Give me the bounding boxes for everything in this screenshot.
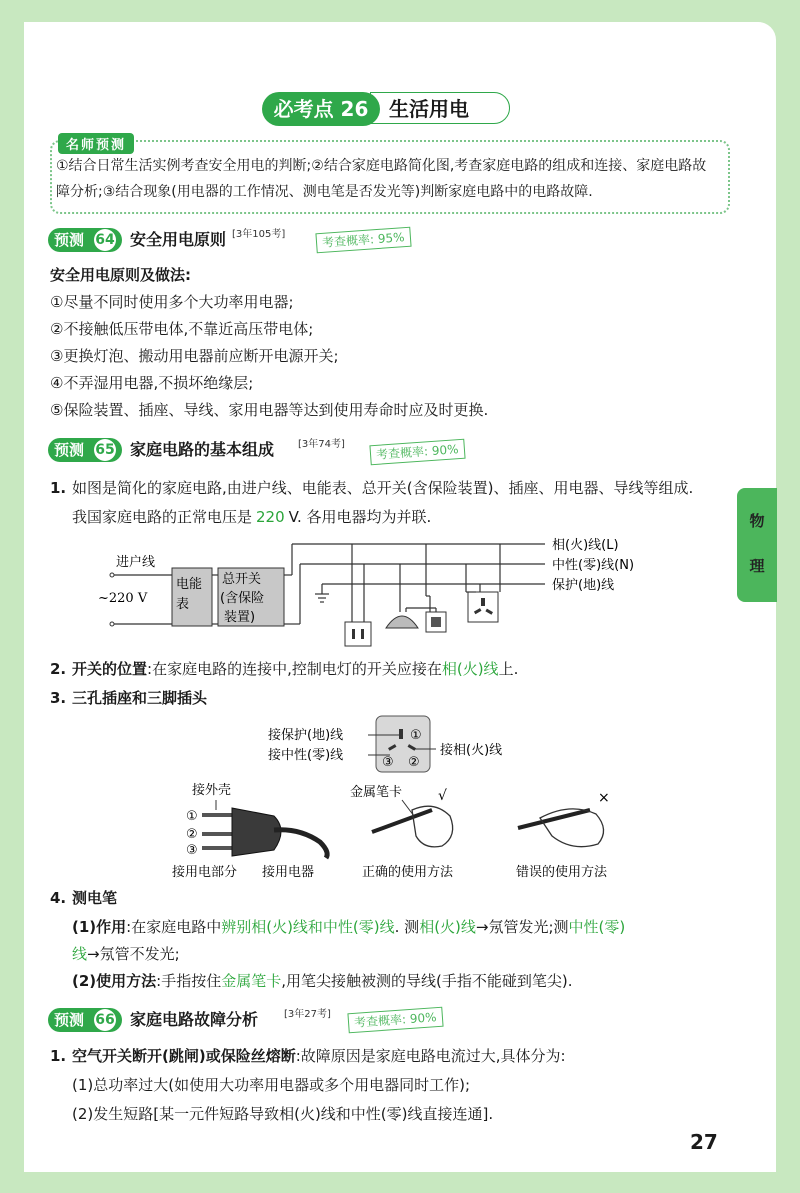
item-number: 1. [50,1047,67,1065]
wrong-caption: 错误的使用方法 [516,865,608,880]
title-badge: 必考点 26 [262,92,380,126]
test-pen-icon [372,810,432,832]
plug-pin-1 [202,813,232,817]
p64-item-3: ③更换灯泡、搬动用电器前应断开电源开关; [50,347,339,365]
p65-use-2: (2)使用方法:手指按住金属笔卡,用笔尖接触被测的导线(手指不能碰到笔尖). [72,972,573,990]
lamp-icon [386,616,418,628]
predict-64-header [48,228,428,252]
predict-65-header [48,438,478,462]
item-number: 1. [50,479,67,497]
probability-stamp: 考查概率: 90% [347,1007,443,1034]
plug-cord [274,830,327,858]
plug-body [232,808,281,856]
predict-pill: 预测 [48,438,122,462]
predict-66-header [48,1008,468,1032]
p64-heading: 安全用电原则及做法: [50,266,191,284]
predict-pill: 预测 [48,1008,122,1032]
item-number: 2. [50,660,67,678]
correct-mark: √ [438,788,447,804]
item-number: 4. [50,889,67,907]
switch-label-2: (含保险 [220,591,265,606]
meter-label-2: 表 [176,597,190,612]
predict-title: 安全用电原则 [130,230,227,249]
socket-live-label: 接相(火)线 [440,743,503,758]
p66-item1: 空气开关断开(跳闸)或保险丝熔断:故障原因是家庭电路电流过大,具体分为: [72,1047,566,1065]
predict-frequency: [3年27考] [284,1009,331,1020]
ground-wire-label: 保护(地)线 [552,578,615,593]
predict-title: 家庭电路故障分析 [130,1010,259,1029]
predict-frequency: [3年74考] [298,439,345,450]
p64-item-1: ①尽量不同时使用多个大功率用电器; [50,293,294,311]
p65-use-1-cont: 线→氖管不发光; [72,945,180,963]
subject-side-tab [737,488,777,602]
wrong-mark: × [598,790,610,806]
socket-ground-label: 接保护(地)线 [268,728,344,743]
metal-clip-label: 金属笔卡 [350,785,403,800]
p66-sub-2: (2)发生短路[某一元件短路导致相(火)线和中性(零)线直接连通]. [72,1105,494,1123]
p64-item-2: ②不接触低压带电体,不靠近高压带电体; [50,320,314,338]
plug-num-2: ② [186,827,198,842]
test-pen-correct-diagram [350,780,480,880]
predict-pill: 预测 [48,228,122,252]
switch-label-1: 总开关 [222,572,262,587]
incoming-line-label: 进户线 [116,555,156,570]
side-tab-char-1: 物 [749,512,765,530]
plug-num-1: ① [186,809,198,824]
predict-title: 家庭电路的基本组成 [130,440,275,459]
p65-use-1: (1)作用:在家庭电路中辨别相(火)线和中性(零)线. 测相(火)线→氖管发光;测中性(零) [72,918,626,936]
plug-case-label: 接外壳 [192,783,232,798]
switch-label-3: 装置) [224,610,256,625]
p65-item2: 开关的位置:在家庭电路的连接中,控制电灯的开关应接在相(火)线上. [72,660,519,678]
p65-item3: 三孔插座和三脚插头 [72,689,208,707]
probability-stamp: 考查概率: 95% [315,227,411,254]
socket-neutral-label: 接中性(零)线 [268,748,344,763]
two-hole-socket [345,622,371,646]
plug-caption-2: 接用电器 [262,865,315,880]
plug-num-3: ③ [186,843,198,858]
three-hole-socket [468,592,498,622]
test-pen-icon [518,810,590,828]
meter-label-1: 电能 [176,577,203,592]
socket-num-2: ② [408,755,420,770]
plug-caption-1: 接用电部分 [172,865,238,880]
predict-number: 65 [94,439,116,461]
predict-number: 66 [94,1009,116,1031]
predict-frequency: [3年105考] [232,229,286,240]
plug-pin-3 [202,846,232,850]
title-text: 生活用电 [370,92,510,124]
voltage-label: ~220 V [98,591,148,606]
p64-item-4: ④不弄湿用电器,不损坏绝缘层; [50,374,254,392]
p65-item4: 测电笔 [72,889,118,907]
household-circuit-diagram [90,530,710,650]
live-wire-label: 相(火)线(L) [552,538,619,553]
p64-item-5: ⑤保险装置、插座、导线、家用电器等达到使用寿命时应及时更换. [50,401,489,419]
p65-item1-line1: 如图是简化的家庭电路,由进户线、电能表、总开关(含保险装置)、插座、用电器、导线等组成. [72,479,694,497]
probability-stamp: 考查概率: 90% [369,439,465,466]
hand-icon [412,806,453,847]
teacher-label: 名师预测 [58,133,134,154]
teacher-line-2: 障分析;③结合现象(用电器的工作情况、测电笔是否发光等)判断家庭电路中的电路故障. [56,184,593,200]
item-number: 3. [50,689,67,707]
socket-num-3: ③ [382,755,394,770]
predict-number: 64 [94,229,116,251]
section-title [262,92,512,126]
side-tab-char-2: 理 [749,557,765,575]
teacher-line-1: ①结合日常生活实例考查安全用电的判断;②结合家庭电路简化图,考查家庭电路的组成和连接、家庭电路故 [56,158,707,174]
socket-diagram [260,712,560,776]
test-pen-wrong-diagram [500,780,630,880]
page-number: 27 [690,1130,718,1154]
plug-pin-2 [202,832,232,836]
plug-diagram [170,780,340,880]
correct-caption: 正确的使用方法 [362,865,454,880]
p66-sub-1: (1)总功率过大(如使用大功率用电器或多个用电器同时工作); [72,1076,471,1094]
socket-num-1: ① [410,728,422,743]
p65-item1-line2: 我国家庭电路的正常电压是 220 V. 各用电器均为并联. [72,508,432,526]
neutral-wire-label: 中性(零)线(N) [552,558,635,573]
